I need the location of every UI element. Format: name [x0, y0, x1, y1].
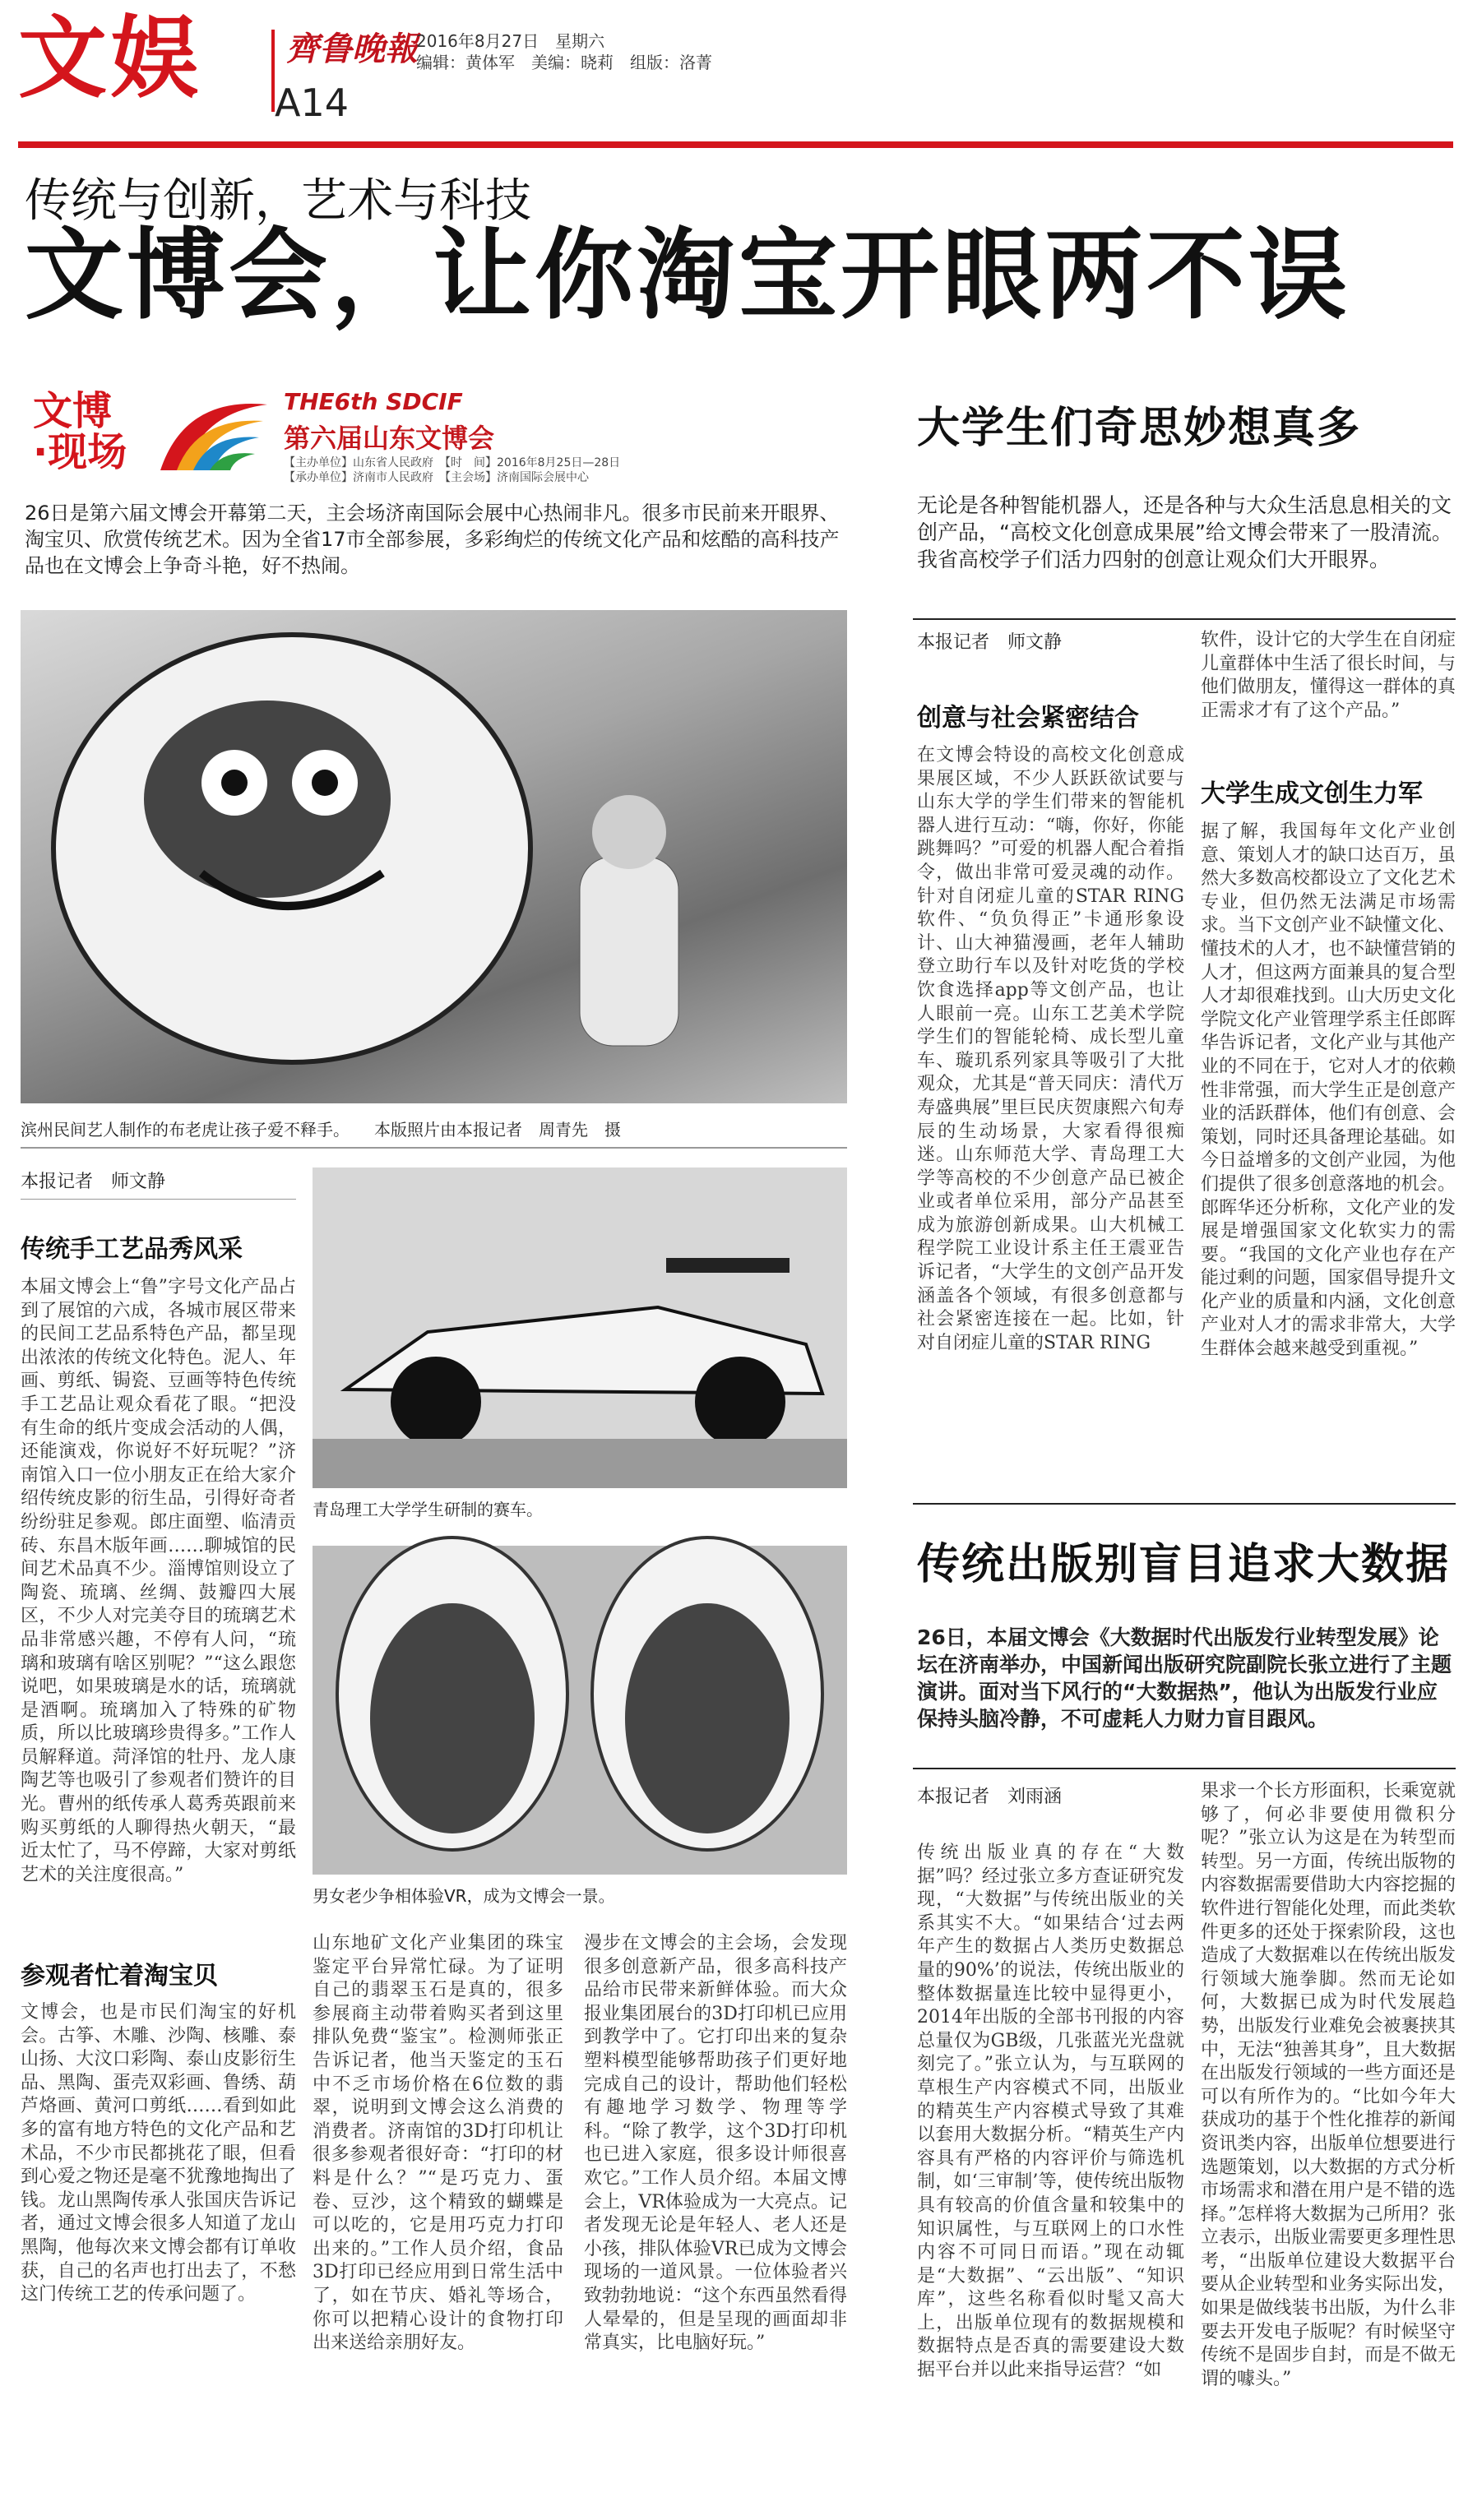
page-number: A14 [275, 81, 350, 125]
left-byline: 本报记者 师文静 [21, 1172, 166, 1192]
headline-kicker: 传统与创新，艺术与科技 [25, 174, 531, 228]
subhead-creative-society: 创意与社会紧密结合 [917, 704, 1139, 733]
main-headline: 文博会，让你淘宝开眼两不误 [25, 219, 1350, 333]
right-bottom-rule [913, 1768, 1456, 1769]
column-tag-bottom: ·现场 [33, 429, 127, 476]
vr-photo-caption: 男女老少争相体验VR，成为文博会一景。 [313, 1886, 615, 1906]
newspaper-logo: 齊鲁晚報 [286, 30, 418, 68]
column-tag [33, 388, 127, 476]
right-top-headline: 大学生们奇思妙想真多 [917, 404, 1362, 453]
article-column-1a: 本届文博会上“鲁”字号文化产品占到了展馆的六成，各城市展区带来的民间工艺品系特色产品，都呈现出浓浓的传统文化特色。泥人、年画、剪纸、锔瓷、豆画等特色传统手工艺品让观众看花了眼。“把没有生命的纸片变成会活动的人偶，还能演戏，你说好不好玩呢？”济南馆入口一位小朋友正在给大家介绍传统皮影的衍生品，引得好奇者纷纷驻足参观。郎庄面塑、临清贡砖、东昌木版年画……聊城馆的民间艺术品真不少。淄博馆则设立了陶瓷、琉璃、丝绸、鼓瓣四大展区，不少人对完美夺目的琉璃艺术品非常感兴趣，不停有人问，“琉璃和玻璃有啥区别呢？”“这么跟您说吧，如果玻璃是水的话，琉璃就是酒啊。琉璃加入了特殊的矿物质，所以比玻璃珍贵得多。”工作人员解释道。菏泽馆的牡丹、龙人康陶艺等也吸引了参观者们赞许的目光。曹州的纸传承人葛秀英跟前来购买剪纸的人聊得热火朝天，“最近太忙了，马不停蹄，大家对剪纸艺术的关注度很高。” [21, 1277, 296, 1885]
caption-rule [21, 1147, 847, 1149]
right-bottom-lead: 26日，本届文博会《大数据时代出版发行业转型发展》论坛在济南举办，中国新闻出版研究院副院长张立进行了主题演讲。面对当下风行的“大数据热”，他认为出版发行业应保持头脑冷静，不可虚耗人力财力盲目跟风。 [917, 1625, 1452, 1731]
event-info-2: 【承办单位】济南市人民政府 【主会场】济南国际会展中心 [284, 471, 589, 484]
race-car-icon [313, 1168, 847, 1488]
event-info-1: 【主办单位】山东省人民政府 【时 间】2016年8月25日—28日 [284, 456, 621, 469]
subhead-student-force: 大学生成文创生力军 [1201, 779, 1423, 808]
main-photo-caption: 滨州民间艺人制作的布老虎让孩子爱不释手。 本版照片由本报记者 周青先 摄 [21, 1120, 621, 1140]
right-bottom-byline: 本报记者 刘雨涵 [917, 1787, 1063, 1807]
main-photo-tiger [21, 610, 847, 1103]
subhead-shopping: 参观者忙着淘宝贝 [21, 1962, 218, 1991]
right-bottom-column-a: 传统出版业真的存在“大数据”吗？经过张立多方查证研究发现，“大数据”与传统出版业的关系其实不大。“如果结合‘过去两年产生的数据占人类历史数据总量的90%’的说法，传统出版业的整体数据量连比较中显得更小，2014年出版的全部书刊报的内容总量仅为GB级，几张蓝光光盘就刻完了。”张立认为，与互联网的草根生产内容模式不同，出版业的精英生产内容模式导致了其难以套用大数据分析。“精英生产内容具有严格的内容评价与筛选机制，如‘三审制’等，使传统出版物具有较高的价值含量和较集中的知识属性，与互联网上的口水性内容不可同日而语。”现在动辄是“大数据”、“云出版”、“知识库”，这些名称看似时髦又高大上，出版单位现有的数据规模和数据特点是否真的需要建设大数据平台并以此来指导运营？“如 [917, 1843, 1184, 2381]
photo-race-car [313, 1168, 847, 1488]
tiger-illustration-icon [21, 610, 847, 1103]
right-top-column-b2: 据了解，我国每年文化产业创意、策划人才的缺口达百万，虽然大多数高校都设立了文化艺术专业，但仍然无法满足市场需求。当下文创产业不缺懂文化、懂技术的人才，也不缺懂营销的人才，但这两方面兼具的复合型人才却很难找到。山大历史文化学院文化产业管理学系主任郎晖华告诉记者，文化产业与其他产业的不同在于，它对人才的依赖性非常强，而大学生正是创意产业的活跃群体，他们有创意、会策划，同时还具备理论基础。如今日益增多的文创产业园，为他们提供了很多创意落地的机会。郎晖华还分析称，文化产业的发展是增强国家文化软实力的需要。“我国的文化产业也存在产能过剩的问题，国家倡导提升文化产业的质量和内涵，文化创意产业对人才的需求非常大，大学生群体会越来越受到重视。” [1201, 821, 1456, 1360]
masthead-rule [18, 141, 1453, 148]
right-bottom-column-b: 果求一个长方形面积，长乘宽就够了，何必非要使用微积分呢？”张立认为这是在为转型而转型。另一方面，传统出版物的内容数据需要借助大内容挖掘的软件进行智能化处理，而此类软件更多的还处于探索阶段，这也造成了大数据难以在传统出版发行领域大施拳脚。然而无论如何，大数据已成为时代发展趋势，出版发行业难免会被裹挟其中，无法“独善其身”，且大数据在出版发行领域的一些方面还是可以有所作为的。“比如今年大获成功的基于个性化推荐的新闻资讯类内容，出版单位想要进行选题策划，以大数据的方式分析市场需求和潜在用户是不错的选择。”怎样将大数据为己所用？张立表示，出版业需要更多理性思考，“出版单位建设大数据平台要从企业转型和业务实际出发，如果是做线装书出版，为什么非要去开发电子版呢？有时候坚守传统不是固步自封，而是不做无谓的噱头。” [1201, 1781, 1456, 2389]
event-name-cn: 第六届山东文博会 [284, 423, 495, 454]
subhead-handicraft: 传统手工艺品秀风采 [21, 1235, 243, 1264]
right-top-lead: 无论是各种智能机器人，还是各种与大众生活息息相关的文创产品，“高校文化创意成果展”给文博会带来了一股清流。我省高校学子们活力四射的创意让观众们大开眼界。 [917, 493, 1452, 571]
event-logo-icon [152, 388, 276, 479]
byline-rule [21, 1199, 296, 1200]
column-tag-top: 文博 [33, 388, 113, 434]
lead-paragraph: 26日是第六届文博会开幕第二天，主会场济南国际会展中心热闹非凡。很多市民前来开眼界、淘宝贝、欣赏传统艺术。因为全省17市全部参展，多彩绚烂的传统文化产品和炫酷的高科技产品也在文博会上争奇斗艳，好不热闹。 [25, 502, 840, 577]
right-bottom-headline: 传统出版别盲目追求大数据 [917, 1540, 1451, 1589]
article-column-1b: 文博会，也是市民们淘宝的好机会。古筝、木雕、沙陶、核雕、泰山扬、大汶口彩陶、泰山皮影衍生品、黑陶、蛋壳双彩画、鲁绣、葫芦烙画、黄河口剪纸……看到如此多的富有地方特色的文化产品和艺术品，不少市民都挑花了眼，但看到心爱之物还是毫不犹豫地掏出了钱。龙山黑陶传承人张国庆告诉记者，通过文博会很多人知道了龙山黑陶，他每次来文博会都有订单收获，自己的名声也打出去了，不愁这门传统工艺的传承问题了。 [21, 2002, 296, 2305]
editor-line: 编辑：黄体军 美编：晓莉 组版：洛菁 [416, 53, 712, 72]
photo-vr-experience [313, 1546, 847, 1875]
car-photo-caption: 青岛理工大学学生研制的赛车。 [313, 1500, 543, 1519]
event-name-en: THE6th SDCIF [284, 388, 463, 415]
vr-pods-icon [313, 1546, 847, 1875]
right-top-rule [913, 618, 1456, 620]
date-line: 2016年8月27日 星期六 [416, 31, 605, 51]
right-top-byline: 本报记者 师文静 [917, 632, 1063, 653]
section-title: 文娱 [18, 7, 203, 110]
right-top-column-b1: 软件，设计它的大学生在自闭症儿童群体中生活了很长时间，与他们做朋友，懂得这一群体的真正需求才有了这个产品。” [1201, 630, 1456, 721]
article-column-2: 山东地矿文化产业集团的珠宝鉴定平台异常忙碌。为了证明自己的翡翠玉石是真的，很多参展商主动带着购买者到这里排队免费“鉴宝”。检测师张正告诉记者，他当天鉴定的玉石中不乏市场价格在6位数的翡翠，说明到文博会这么消费的消费者。济南馆的3D打印机让很多参观者很好奇：“打印的材料是什么？”“是巧克力、蛋卷、豆沙，这个精致的蝴蝶是可以吃的，它是用巧克力打印出来的。”工作人员介绍，食品3D打印已经应用到日常生活中了，如在节庆、婚礼等场合，你可以把精心设计的食物打印出来送给亲朋好友。 [313, 1933, 563, 2354]
right-top-column-a: 在文博会特设的高校文化创意成果展区域，不少人跃跃欲试要与山东大学的学生们带来的智能机器人进行互动：“嗨，你好，你能跳舞吗？”可爱的机器人配合着指令，做出非常可爱灵魂的动作。针对自闭症儿童的STAR RING软件、“负负得正”卡通形象设计、山大神猫漫画，老年人辅助登立助行车以及针对吃货的学校饮食选择app等文创产品，也让人眼前一亮。山东工艺美术学院学生们的智能轮椅、成长型儿童车、璇玑系列家具等吸引了大批观众，尤其是“普天同庆：清代万寿盛典展”里巨民庆贺康熙六旬寿辰的生动场景，大家看得很痴迷。山东师范大学、青岛理工大学等高校的不少创意产品已被企业或者单位采用，部分产品甚至成为旅游创新成果。山大机械工程学院工业设计系主任王震亚告诉记者，“大学生的文创产品开发涵盖各个领域，有很多创意都与社会紧密连接在一起。比如，针对自闭症儿童的STAR RING [917, 745, 1184, 1353]
article-column-3a: 漫步在文博会的主会场，会发现很多创意新产品，很多高科技产品给市民带来新鲜体验。而大众报业集团展台的3D打印机已应用到教学中了。它打印出来的复杂塑料模型能够帮助孩子们更好地完成自己的设计，帮助他们轻松有趣地学习数学、物理等学科。“除了教学，这个3D打印机也已进入家庭，很多设计师很喜欢它。”工作人员介绍。本届文博会上，VR体验成为一大亮点。记者发现无论是年轻人、老人还是小孩，排队体验VR已成为文博会现场的一道风景。一位体验者兴致勃勃地说：“这个东西虽然看得人晕晕的，但是呈现的画面却非常真实，比电脑好玩。” [584, 1933, 847, 2354]
right-section-rule [913, 1503, 1456, 1505]
